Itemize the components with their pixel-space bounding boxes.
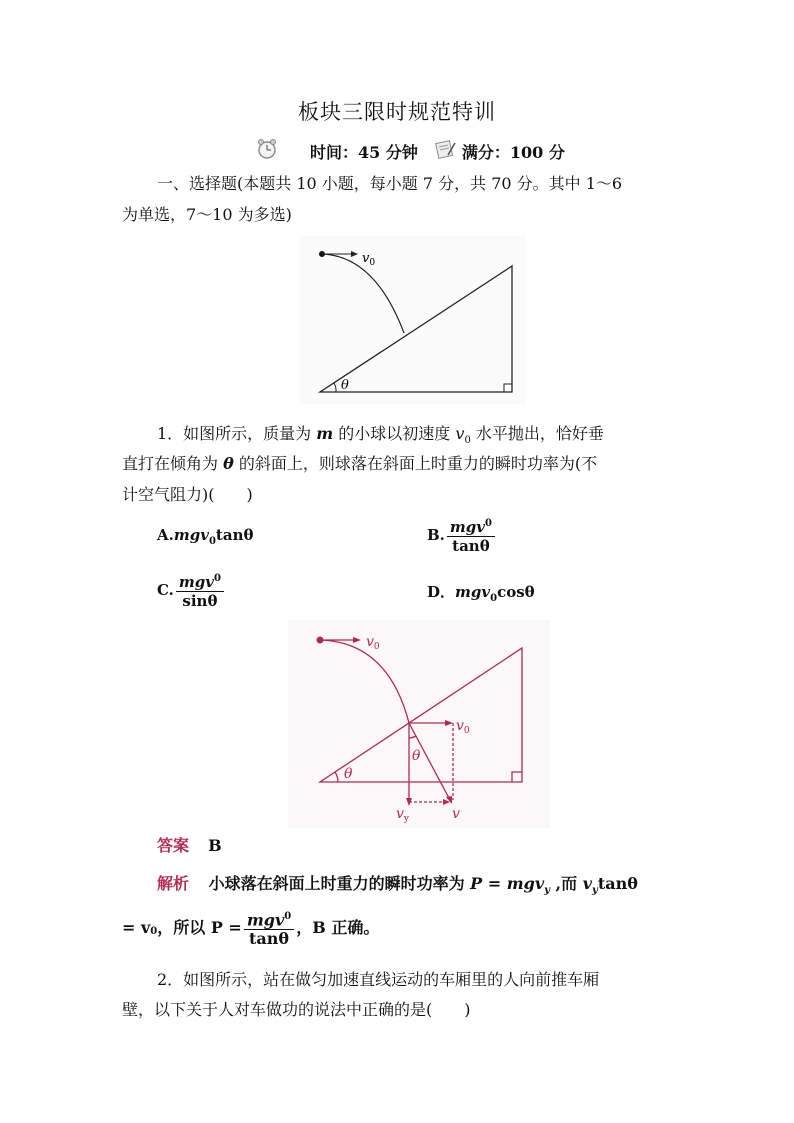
- analysis-line1: 解析 小球落在斜面上时重力的瞬时功率为 P = mgv$_y$ ,而 $v_y\tan\theta$: [157, 874, 638, 897]
- fig2-v-label: v: [452, 806, 460, 822]
- option-a[interactable]: A.mgv$_0$tanθ: [157, 526, 254, 547]
- fig2-v0-label: $v_0$: [366, 634, 380, 652]
- alarm-clock-icon: [256, 138, 278, 164]
- full-score: 满分：100 分: [461, 142, 565, 162]
- answer-label: 答案: [157, 836, 190, 855]
- analysis-label: 解析: [157, 874, 190, 893]
- fig2-v0-label-2: $v_0$: [456, 718, 470, 736]
- option-c[interactable]: C. $\frac{mgv^0}{\sin\theta}$: [157, 570, 226, 610]
- question-1-line3: 计空气阻力)( ): [122, 485, 253, 504]
- question-2-line2: 壁，以下关于人对车做功的说法中正确的是( ): [122, 1000, 471, 1019]
- page-title: 板块三限时规范特训: [298, 100, 496, 124]
- question-1-line1: 1．如图所示，质量为 m 的小球以初速度 $v_0$ 水平抛出，恰好垂: [157, 424, 604, 447]
- section-intro-line2: 为单选，7～10 为多选): [122, 205, 292, 224]
- analysis-line2: = v $_0$ ，所以 P = $\frac{mgv^0}{\tan\theta}$ ，B 正确。: [122, 908, 379, 948]
- question-1-line2: 直打在倾角为 θ 的斜面上，则球落在斜面上时重力的瞬时功率为(不: [122, 454, 598, 473]
- paper-pen-icon: [434, 139, 456, 163]
- answer-value: B: [208, 836, 222, 855]
- fig2-vy-label: $v_y$: [396, 806, 410, 824]
- figure-2-solution: [288, 620, 550, 828]
- fig1-theta-label: θ: [341, 378, 349, 393]
- option-d[interactable]: D．mgv$_0$cosθ: [427, 583, 535, 604]
- fig2-theta-label-2: θ: [344, 766, 353, 782]
- section-intro-line1: 一、选择题(本题共 10 小题，每小题 7 分，共 70 分。其中 1～6: [157, 174, 623, 193]
- question-2-line1: 2．如图所示，站在做匀加速直线运动的车厢里的人向前推车厢: [157, 970, 600, 989]
- exam-meta: [250, 138, 565, 164]
- time-limit: 时间：45 分钟: [310, 142, 418, 162]
- answer-line: [157, 832, 222, 860]
- fig2-theta-label: θ: [412, 748, 421, 764]
- fig1-v0-label: $v_0$: [362, 251, 376, 268]
- fig2-ball: [317, 637, 324, 644]
- figure-1-incline: [300, 236, 526, 404]
- option-b[interactable]: B. $\frac{mgv^0}{\tan\theta}$: [427, 515, 497, 555]
